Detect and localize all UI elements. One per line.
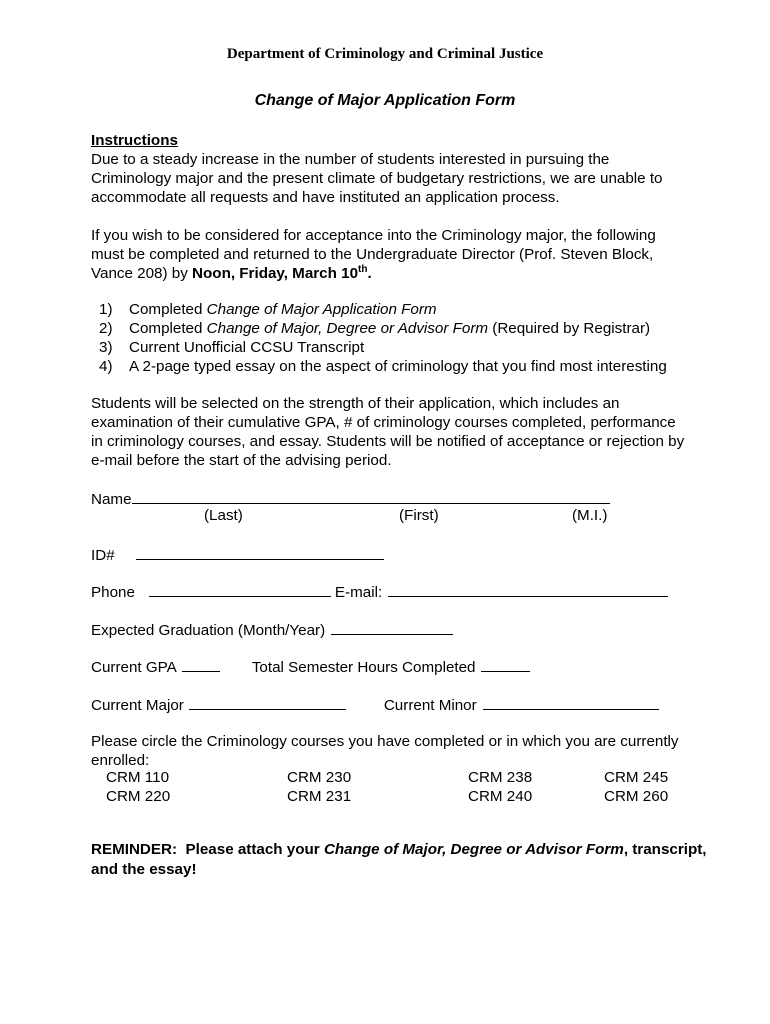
- major-label: Current Major: [91, 697, 184, 714]
- reminder-tail: , transcript, and the essay!: [91, 841, 707, 878]
- id-label: ID#: [91, 547, 115, 564]
- major-row: [91, 694, 659, 714]
- name-first-caption: (First): [399, 507, 439, 524]
- graduation-label: Expected Graduation (Month/Year): [91, 622, 326, 639]
- list-item: 2) Completed Change of Major, Degree or Advisor Form (Required by Registrar): [99, 320, 651, 337]
- id-field[interactable]: [136, 544, 384, 560]
- form-title: Change of Major Application Form: [254, 92, 516, 109]
- instructions-section: [91, 131, 691, 207]
- graduation-row: [91, 619, 453, 639]
- graduation-field[interactable]: [331, 619, 453, 635]
- reminder-lead: REMINDER: Please attach your: [91, 841, 324, 858]
- hours-label: Total Semester Hours Completed: [251, 659, 476, 676]
- contact-row: [91, 581, 668, 601]
- requirements-list: [91, 300, 691, 376]
- email-label: E-mail:: [334, 584, 383, 601]
- gpa-label: Current GPA: [91, 659, 177, 676]
- reminder-form-name: Change of Major, Degree or Advisor Form: [323, 841, 624, 858]
- name-label: Name: [91, 491, 132, 508]
- instructions-paragraph-1: Due to a steady increase in the number of students interested in pursuing the Criminology major and the present climate of budgetary restrictions, we are unable to accommodate all requests and have instituted an application process.: [91, 151, 663, 206]
- phone-field[interactable]: [149, 581, 331, 597]
- name-row: [91, 488, 610, 508]
- course-crm-230[interactable]: CRM 230: [287, 769, 352, 786]
- minor-label: Current Minor: [383, 697, 477, 714]
- id-row: [91, 544, 384, 564]
- deadline-text: Noon, Friday, March 10: [192, 265, 359, 282]
- gpa-field[interactable]: [182, 656, 220, 672]
- reminder-note: [91, 840, 711, 880]
- list-item: 3) Current Unofficial CCSU Transcript: [99, 339, 365, 356]
- selection-paragraph: Students will be selected on the strength of their application, which includes an examination of their cumulative GPA, # of criminology courses completed, performance in criminology courses, and essay. Students will be notified of acceptance or rejection by e-mail before the start of the advising period.: [91, 395, 685, 469]
- course-crm-220[interactable]: CRM 220: [106, 788, 171, 805]
- major-field[interactable]: [189, 694, 346, 710]
- deadline-period: .: [367, 265, 372, 282]
- email-field[interactable]: [388, 581, 668, 597]
- course-crm-231[interactable]: CRM 231: [287, 788, 352, 805]
- hours-field[interactable]: [481, 656, 530, 672]
- deadline-superscript: th: [358, 263, 368, 275]
- course-crm-240[interactable]: CRM 240: [468, 788, 533, 805]
- name-last-caption: (Last): [204, 507, 243, 524]
- course-crm-110[interactable]: CRM 110: [106, 769, 170, 786]
- name-mi-caption: (M.I.): [572, 507, 608, 524]
- course-crm-260[interactable]: CRM 260: [604, 788, 669, 805]
- department-name: Department of Criminology and Criminal Justice: [226, 46, 544, 62]
- list-item: 1) Completed Change of Major Application Form: [99, 301, 437, 318]
- phone-label: Phone: [91, 584, 135, 601]
- paragraph-2-text: If you wish to be considered for acceptance into the Criminology major, the following must be completed and returned to the Undergraduate Director (Prof. Steven Block, Vance 208) by: [91, 227, 656, 282]
- instructions-paragraph-2: [91, 226, 691, 283]
- gpa-row: [91, 656, 530, 676]
- course-crm-245[interactable]: CRM 245: [604, 769, 669, 786]
- course-crm-238[interactable]: CRM 238: [468, 769, 533, 786]
- instructions-heading: Instructions: [91, 132, 178, 149]
- list-item: 4) A 2-page typed essay on the aspect of criminology that you find most interesting: [99, 358, 667, 375]
- courses-prompt: Please circle the Criminology courses you have completed or in which you are currently enrolled:: [91, 733, 679, 769]
- name-field[interactable]: [132, 488, 610, 504]
- minor-field[interactable]: [483, 694, 659, 710]
